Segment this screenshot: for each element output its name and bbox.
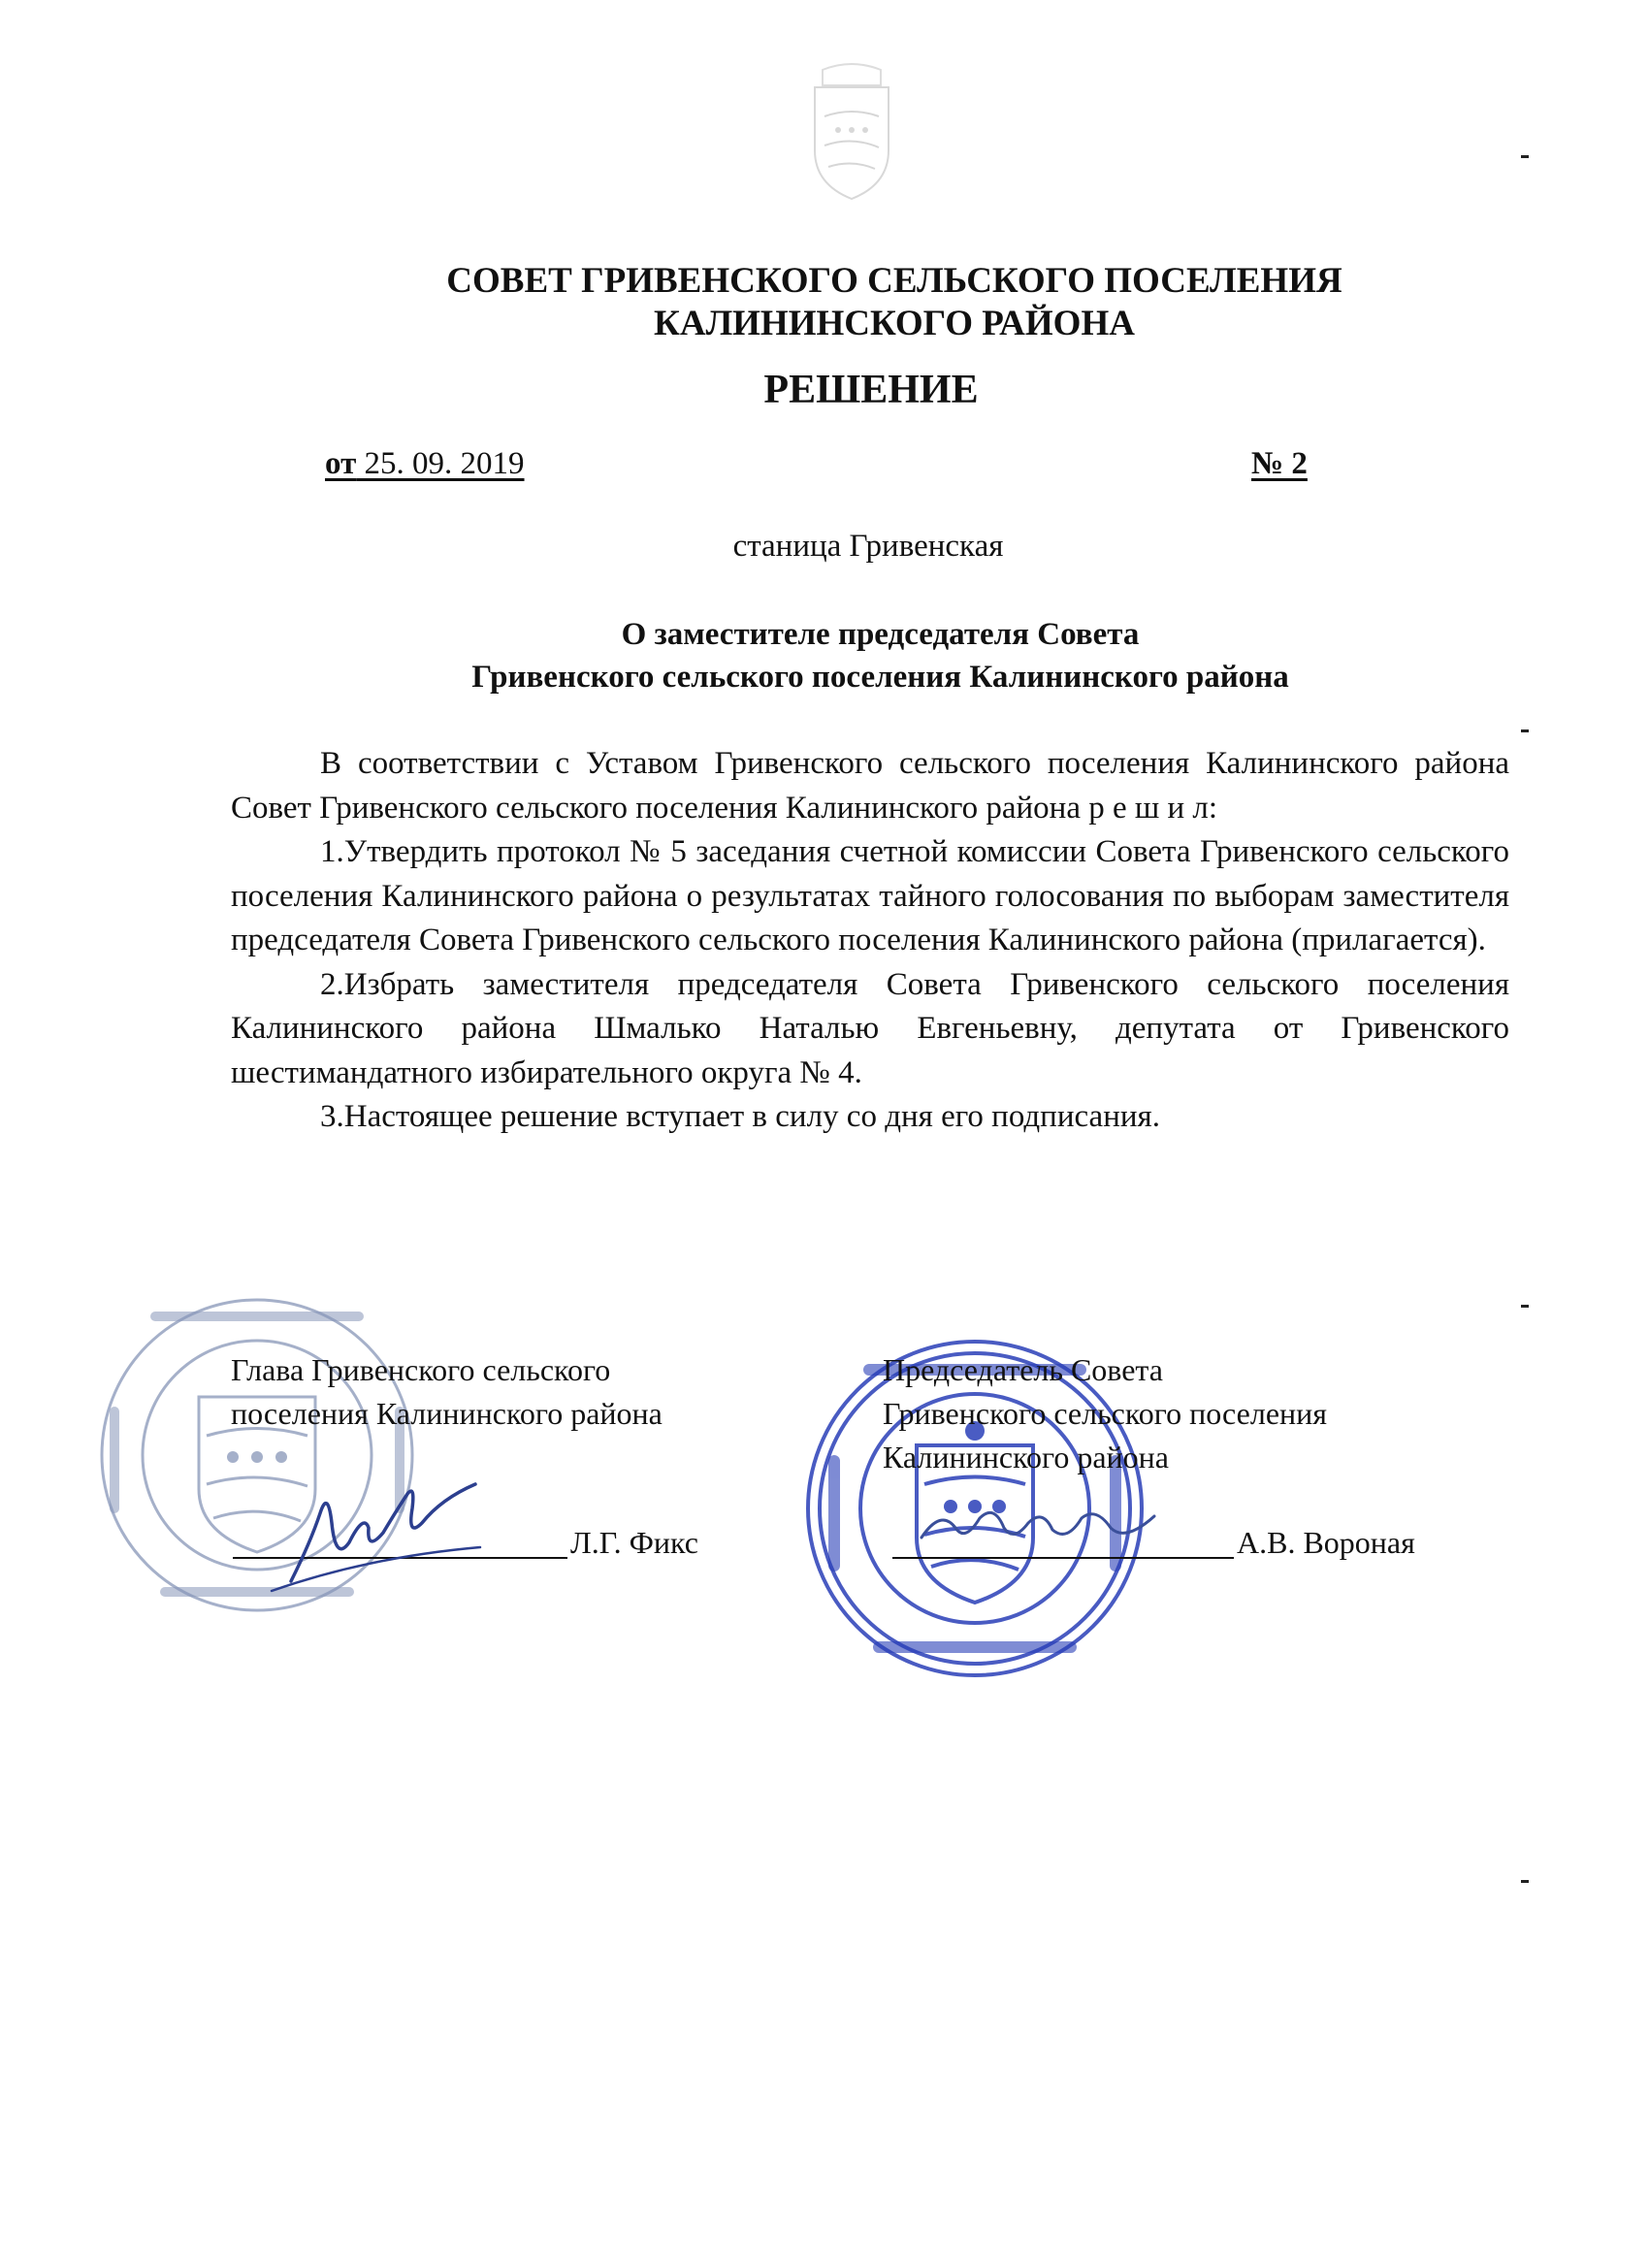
scan-mark xyxy=(1521,155,1529,158)
council-name: СОВЕТ ГРИВЕНСКОГО СЕЛЬСКОГО ПОСЕЛЕНИЯ xyxy=(446,261,1342,301)
right-handwritten-signature xyxy=(912,1489,1164,1557)
document-subject xyxy=(0,613,1649,698)
right-signatory-name: А.В. Вороная xyxy=(1237,1525,1415,1560)
subject-line-1: О заместителе председателя Совета xyxy=(621,617,1140,652)
right-title-line-2: Гривенского сельского поселения xyxy=(883,1396,1327,1431)
scan-mark xyxy=(1521,729,1529,732)
subject-line-2: Гривенского сельского поселения Калининского района xyxy=(471,660,1289,695)
paragraph-item-2: 2.Избрать заместителя председателя Совета Гривенского сельского поселения Калининского района Шмалько Наталью Евгеньевну, депутата от Гривенского шестимандатного избирательного округа № 4. xyxy=(231,966,1509,1090)
left-signatory-title xyxy=(231,1348,663,1436)
right-title-line-3: Калининского района xyxy=(883,1440,1169,1474)
date-prefix: от xyxy=(325,446,357,481)
document-number: № 2 xyxy=(1251,446,1308,481)
left-signatory-name: Л.Г. Фикс xyxy=(570,1525,698,1560)
scan-mark xyxy=(1521,1305,1529,1308)
left-handwritten-signature xyxy=(252,1455,485,1601)
left-title-line-2: поселения Калининского района xyxy=(231,1396,663,1431)
coat-of-arms-emblem xyxy=(803,58,900,204)
right-signature-line xyxy=(892,1557,1234,1559)
scan-mark xyxy=(1521,1880,1529,1883)
date-value: 25. 09. 2019 xyxy=(356,446,525,481)
document-title: РЕШЕНИЕ xyxy=(763,368,979,412)
place-of-issue: станица Гривенская xyxy=(732,529,1004,564)
document-body xyxy=(231,742,1509,1140)
paragraph-item-1: 1.Утвердить протокол № 5 заседания счетной комиссии Совета Гривенского сельского поселения Калининского района о результатах тайного голосования по выборам заместителя председателя Совета Гривенского сельского поселения Калининского района (прилагается). xyxy=(231,834,1509,957)
right-title-line-1: Председатель Совета xyxy=(883,1352,1163,1387)
paragraph-preamble: В соответствии с Уставом Гривенского сельского поселения Калининского района Совет Гривенского сельского поселения Калининского района р е ш и л: xyxy=(231,746,1509,826)
paragraph-item-3: 3.Настоящее решение вступает в силу со дня его подписания. xyxy=(320,1099,1160,1134)
document-date xyxy=(325,446,525,482)
right-signatory-title xyxy=(883,1348,1327,1479)
left-title-line-1: Глава Гривенского сельского xyxy=(231,1352,611,1387)
district-name: КАЛИНИНСКОГО РАЙОНА xyxy=(654,304,1135,343)
